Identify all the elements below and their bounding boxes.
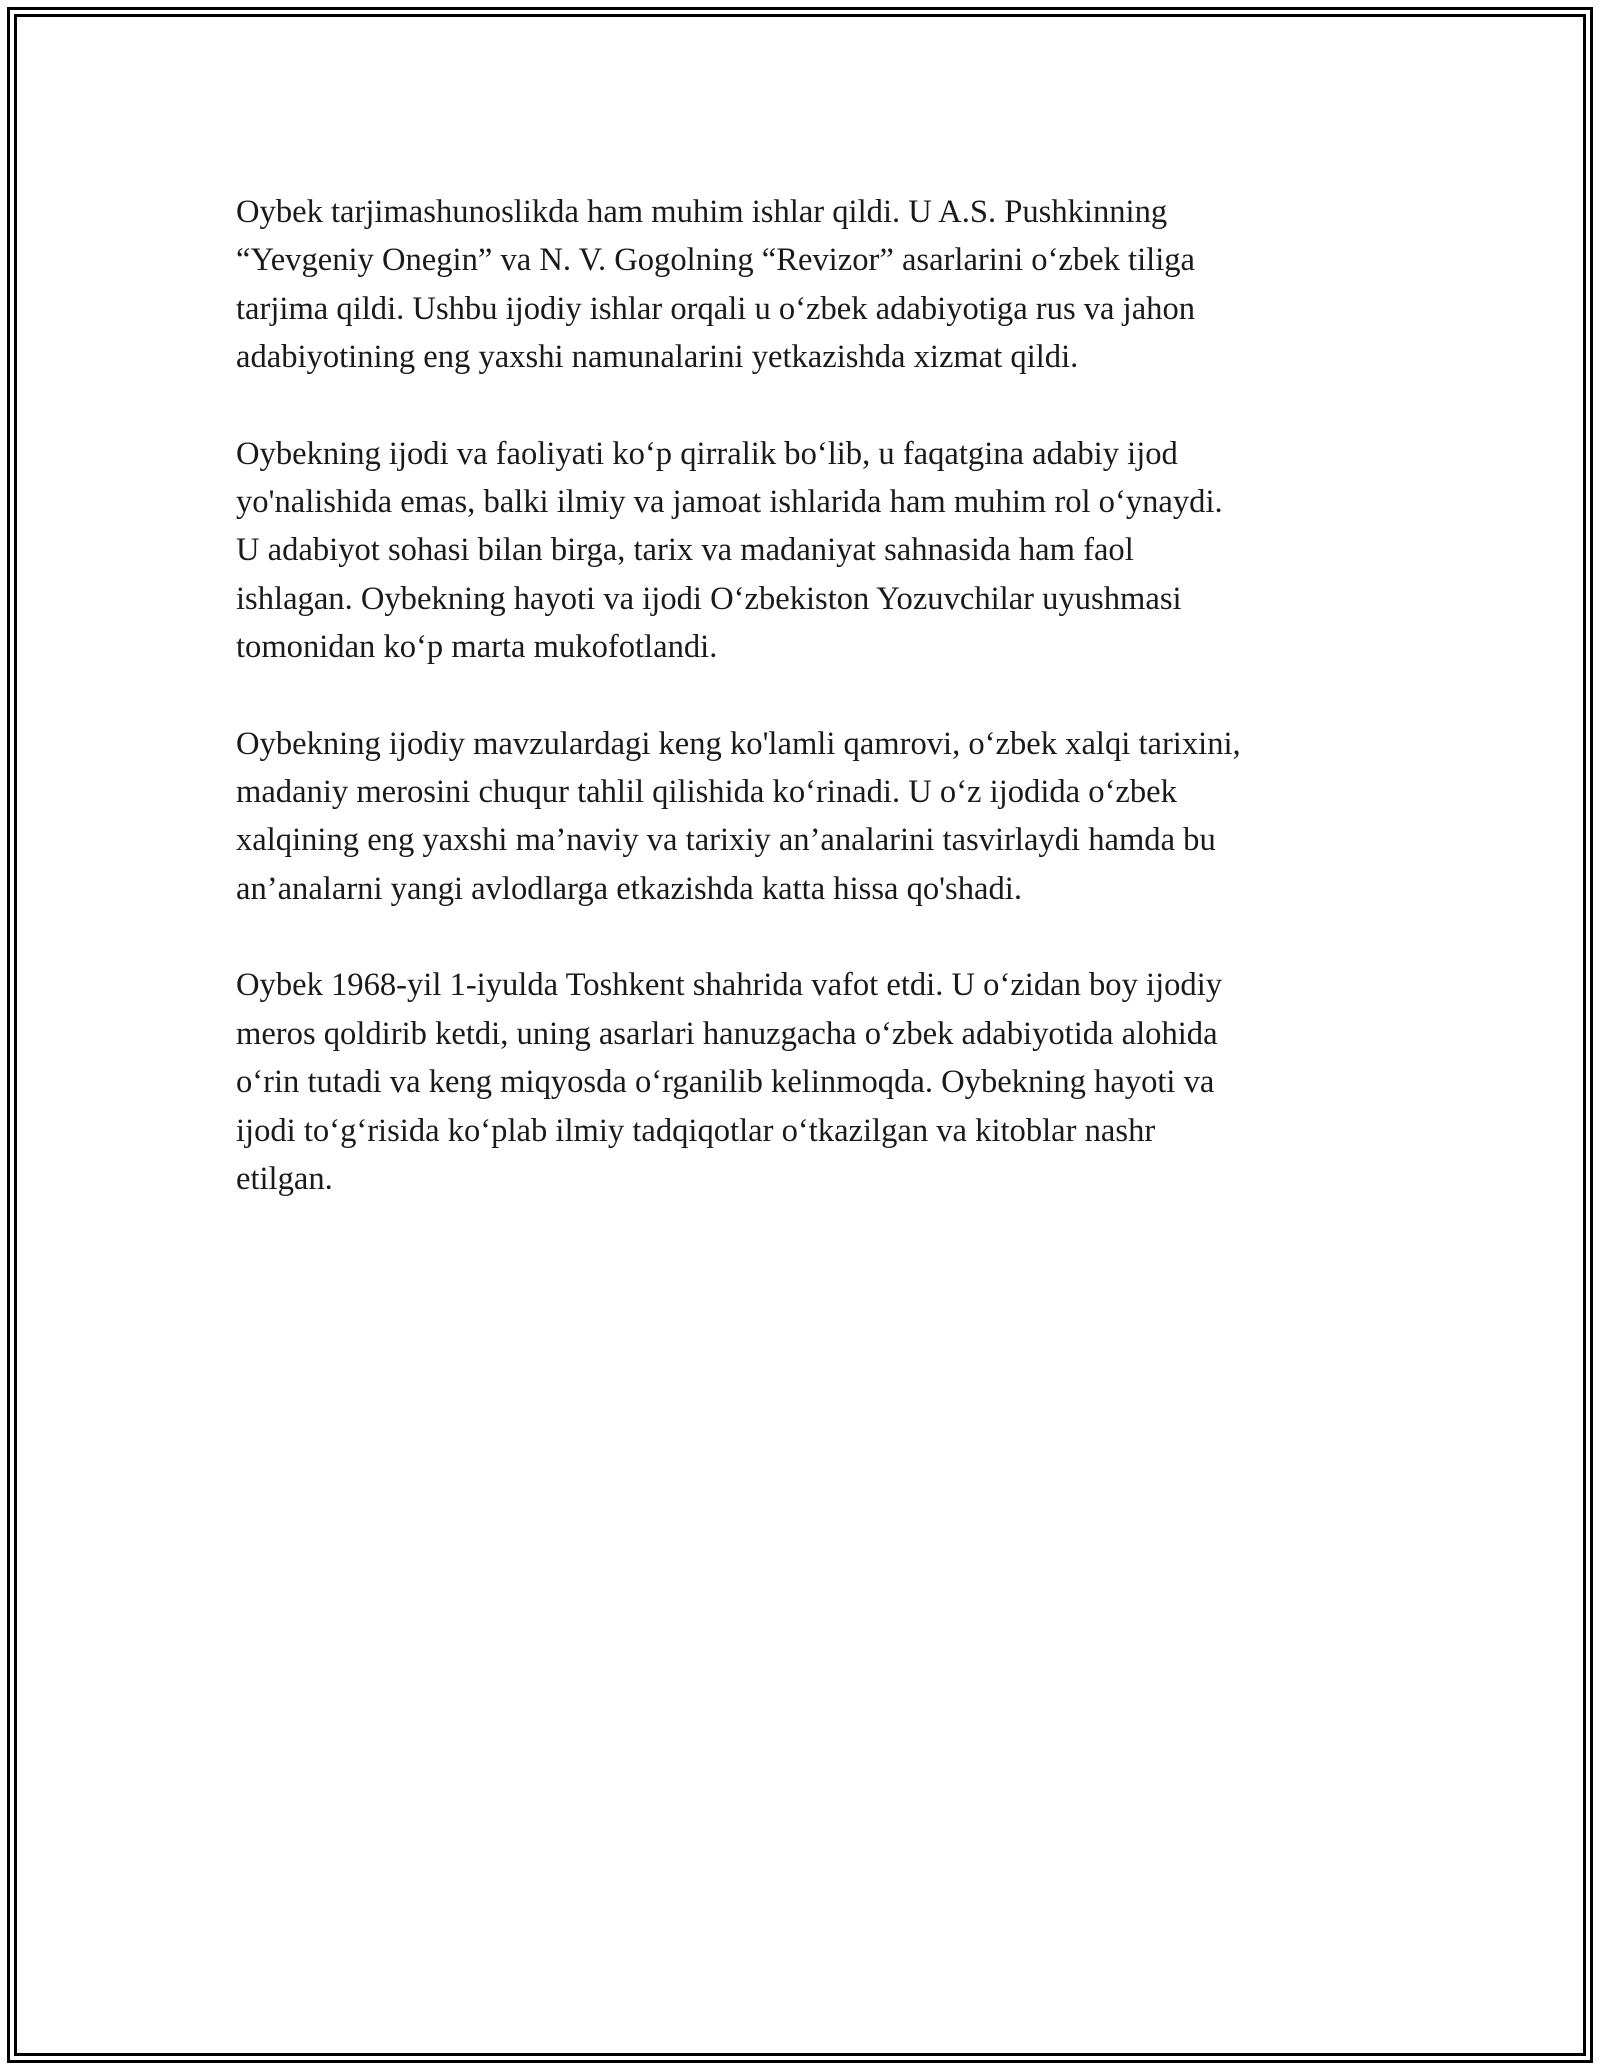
document-body bbox=[236, 188, 1376, 1251]
paragraph-activities: Oybekning ijodi va faoliyati ko‘p qirralik bo‘lib, u faqatgina adabiy ijod yo'nalishida emas, balki ilmiy va jamoat ishlarida ham muhim rol o‘ynaydi. U adabiyot sohasi bilan birga, tarix va madaniyat sahnasida ham faol ishlagan. Oybekning hayoti va ijodi O‘zbekiston Yozuvchilar uyushmasi tomonidan ko‘p marta mukofotlandi. bbox=[236, 435, 1223, 666]
paragraph-legacy: Oybek 1968-yil 1-iyulda Toshkent shahrida vafot etdi. U o‘zidan boy ijodiy meros qoldirib ketdi, uning asarlari hanuzgacha o‘zbek adabiyotida alohida o‘rin tutadi va keng miqyosda o‘rganilib kelinmoqda. Oybekning hayoti va ijodi to‘g‘risida ko‘plab ilmiy tadqiqotlar o‘tkazilgan va kitoblar nashr etilgan. bbox=[236, 967, 1223, 1197]
paragraph-themes: Oybekning ijodiy mavzulardagi keng ko'lamli qamrovi, o‘zbek xalqi tarixini, madaniy merosini chuqur tahlil qilishida ko‘rinadi. U o‘z ijodida o‘zbek xalqining eng yaxshi ma’naviy va tarixiy an’analarini tasvirlaydi hamda bu an’analarni yangi avlodlarga etkazishda katta hissa qo'shadi. bbox=[236, 725, 1241, 907]
paragraph-translation-work: Oybek tarjimashunoslikda ham muhim ishlar qildi. U A.S. Pushkinning “Yevgeniy Onegin” va N. V. Gogolning “Revizor” asarlarini o‘zbek tiliga tarjima qildi. Ushbu ijodiy ishlar orqali u o‘zbek adabiyotiga rus va jahon adabiyotining eng yaxshi namunalarini yetkazishda xizmat qildi. bbox=[236, 194, 1196, 376]
